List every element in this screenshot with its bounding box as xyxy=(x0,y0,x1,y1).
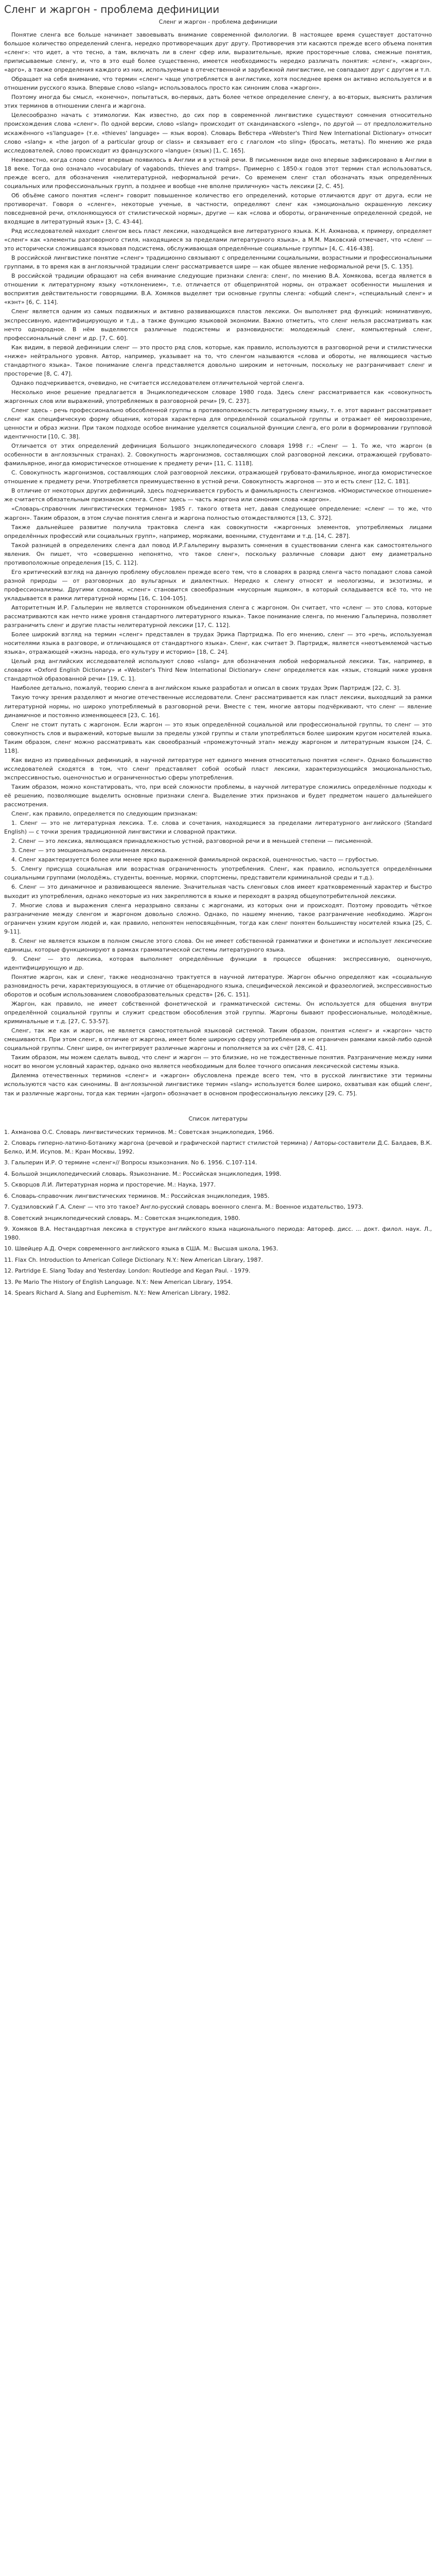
article-paragraph: Такую точку зрения разделяют и многие отечественные исследователи. Сленг рассматривается как пласт лексики, выходящий за рамки литературной нормы, но широко употребляемый в разговорной речи. Вместе с тем, многие авторы подчёркивают, что сленг — явление динамичное и постоянно изменяющееся [23, С. 16]. xyxy=(4,694,432,719)
article-paragraph: Такой разницей в определениях сленга дал повод И.Р.Гальперину выразить сомнения в существовании сленга как самостоятельного явления. Он пишет, что «совершенно непонятно, что такое сленг», поскольку различные словари дают ему диаметрально противоположные определения [15, С. 112]. xyxy=(4,541,432,566)
article-paragraph: Поэтому иногда бы смысл, «конечно», попытаться, во-первых, дать более четкое определение сленгу, а во-вторых, выяснить различия этих терминов в отношении сленга и жаргона. xyxy=(4,94,432,110)
reference-item: 10. Швейцер А.Д. Очерк современного английского языка в США. М.: Высшая школа, 1963. xyxy=(4,1245,278,1252)
reference-item: 14. Spears Richard A. Slang and Euphemism. N.Y.: New American Library, 1982. xyxy=(4,1290,231,1297)
article-paragraph: Целый ряд английских исследователей используют слово «slang» для обозначения любой неформальной лексики. Так, например, в словарях «Oxford English Dictionary» и «Webster's Third New International Dictionary» сленг определяется как «язык, стоящий ниже уровня стандартной образованной речи» [19, С. 1]. xyxy=(4,658,432,683)
article-paragraph: 5. Сленгу присуща социальная или возрастная ограниченность употребления. Сленг, как правило, используется определёнными социальными группами (молодёжь, студенты, военные, моряки, спортсмены, представители криминальной среды и т.д.). xyxy=(4,866,432,882)
references-list xyxy=(4,1128,432,1298)
article-paragraph: Авторитетным И.Р. Гальперин не является сторонником объединения сленга с жаргоном. Он считает, что «сленг — это слова, которые рассматриваются как нечто ниже уровня стандартного литературного языка». Такое понимание сленга, по мнению Гальперина, позволяет разграничить сленг и другие пласты нелитературной лексики [17, С. 112]. xyxy=(4,604,432,629)
article-paragraph: В российской традиции обращают на себя внимание следующие признаки сленга: сленг, по мнению В.А. Хомякова, всегда является в отношении к литературному языку «отклонением», т.е. отличается от общепринятой нормы, он отражает особенности мышления и восприятия действительности говорящими. В.А. Хомяков выделяет три основные группы сленга: «общий сленг», «специальный сленг» и «кэнт» [6, С. 114]. xyxy=(4,273,432,306)
article-paragraph: Неизвестно, когда слово сленг впервые появилось в Англии и в устной речи. В письменном виде оно впервые зафиксировано в Англии в 18 веке. Тогда оно означало «vocabulary of vagabonds, thieves and tramps». Примерно с 1850-х годов этот термин стал использоваться, прежде всего, для обозначения «нелитературной, неформальной речи». Со временем сленг стал обозначать язык определённых социальных или профессиональных групп, а позднее и вообще «не вполне приличную» часть лексики [2, С. 45]. xyxy=(4,156,432,190)
reference-item: 2. Словарь гиперно-латино-Ботанику жаргона (речевой и графической партист стилистой термина) / Авторы-составители Д.С. Балдаев, В.К. Белко, И.М. Исупов. М.: Кран Москвы, 1992. xyxy=(4,1140,432,1155)
reference-item: 11. Flax Ch. Introduction to American College Dictionary. N.Y.: New American Library, 1987. xyxy=(4,1256,263,1263)
article-paragraph: Отличается от этих определений дефиниция Большого энциклопедического словаря 1998 г.: «Сленг — 1. То же, что жаргон (в особенности в англоязычных странах). 2. Совокупность жаргонизмов, составляющих слой разговорной лексики, отражающей грубовато-фамильярное, иногда юмористическое отношение к предмету речи» [11, С. 1118]. xyxy=(4,443,432,467)
article-paragraph: «Словарь-справочник лингвистических терминов» 1985 г. такого ответа нет, давая следующее определение: «сленг — то же, что жаргон». Таким образом, в этом случае понятия сленга и жаргона полностью отождествляются [13, С. 372]. xyxy=(4,505,432,521)
article-paragraph: Сленг является одним из самых подвижных и активно развивающихся пластов лексики. Он выполняет ряд функций: номинативную, экспрессивную, идентифицирующую и т.д., а также функцию языковой экономии. Важно отметить, что сленг нельзя рассматривать как нечто однородное. В нём выделяются различные подсистемы и разновидности: молодежный сленг, компьютерный сленг, профессиональный сленг и др. [7, С. 60]. xyxy=(4,308,432,342)
article-paragraph: 9. Сленг — это лексика, которая выполняет определённые функции в процессе общения: экспрессивную, оценочную, идентифицирующую и др. xyxy=(4,955,432,971)
reference-item: 5. Скворцов Л.И. Литературная норма и просторечие. М.: Наука, 1977. xyxy=(4,1181,216,1189)
article-paragraph: Также дальнейшее развитие получила трактовка сленга как совокупности «жаргонных элементов, употребляемых лицами определённых профессий или социальных групп», например, моряками, военными, студентами и т.д. [14, С. 287]. xyxy=(4,523,432,539)
article-paragraph: 8. Сленг не является языком в полном смысле этого слова. Он не имеет собственной грамматики и фонетики и использует лексические единицы, которые функционируют в рамках грамматической системы литературного языка. xyxy=(4,937,432,953)
page-title: Сленг и жаргон - проблема дефиниции xyxy=(4,3,220,15)
article-body xyxy=(4,30,432,1098)
reference-item: 4. Большой энциклопедический словарь. Языкознание. М.: Российская энциклопедия, 1998. xyxy=(4,1170,282,1177)
references-title: Список литературы xyxy=(188,1115,248,1122)
article-paragraph: В российской лингвистике понятие «сленг» традиционно связывают с определенными социальными, возрастными и профессиональными группами, в то время как в англоязычной традиции сленг рассматривается шире — как общее явление неформальной речи [5, С. 135]. xyxy=(4,255,432,270)
article-paragraph: Сленг здесь - речь профессионально обособленной группы в противоположность литературному языку, т. е. этот вариант рассматривает сленг как специфическую форму общения, которая характерна для определённой социальной группы и отражает её мировоззрение, ценности и образ жизни. При таком подходе особое внимание уделяется социальной функции сленга, его роли в формировании групповой идентичности [10, С. 38]. xyxy=(4,406,432,440)
article-paragraph: 6. Сленг — это динамичное и развивающееся явление. Значительная часть сленговых слов имеет кратковременный характер и быстро выходит из употребления, однако некоторые из них закрепляются в языке и переходят в разряд общеупотребительной лексики. xyxy=(4,884,432,900)
article-subtitle: Сленг и жаргон - проблема дефиниции xyxy=(159,19,277,25)
article-paragraph: Однако подчеркивается, очевидно, не считается исследователем отличительной чертой сленга. xyxy=(11,379,305,386)
article-paragraph: Сленг, как правило, определяется по следующим признакам: xyxy=(11,810,198,818)
article-paragraph: Его критический взгляд на данную проблему обусловлен прежде всего тем, что в словарях в разряд сленга часто попадают слова самой разной природы — от разговорных до вульгарных и диалектных. Нередко к сленгу относят и неологизмы, и экзотизмы, и профессионализмы. Другими словами, «сленг» становится своеобразным «мусорным ящиком», в который складывается всё то, что не укладывается в рамки литературной нормы [16, C. 104-105]. xyxy=(4,568,432,602)
reference-item: 12. Partridge E. Slang Today and Yesterday. London: Routledge and Kegan Paul. - 1979. xyxy=(4,1267,251,1275)
article-paragraph: Таким образом, можно констатировать, что, при всей сложности проблемы, в научной литературе сложились определённые подходы к её решению, позволяющие выделить основные признаки сленга. Выделение этих признаков и будет предметом нашего дальнейшего рассмотрения. xyxy=(4,783,432,808)
article-paragraph: Дилемма отечественных терминов «сленг» и «жаргон» обусловлена прежде всего тем, что в русской лингвистике эти термины используются часто как синонимы. В англоязычной лингвистике термин «slang» используется более широко, охватывая как общий сленг, так и различные жаргоны, тогда как термин «jargon» обозначает в основном профессиональную лексику [29, С. 75]. xyxy=(4,1072,432,1097)
article-paragraph: С. Совокупность жаргонизмов, составляющих слой разговорной лексики, отражающей грубовато-фамильярное, иногда юмористическое отношение к предмету речи. Употребляется преимущественно в устной речи. Совокупность жаргонов — это и есть сленг [12, С. 181]. xyxy=(4,469,432,485)
article-paragraph: Целесообразно начать с этимологии. Как известно, до сих пор в современной лингвистике существуют сомнения относительно происхождения слова «сленг». По одной версии, слово «slang» происходит от скандинавского «sleng», по другой — от предположительно искажённого «s'language» (т.е. «thieves' language» — язык воров). Словарь Вебстера «Webster's Third New International Dictionary» относит слово «slang» к «the jargon of a particular group or class» и связывает его с глаголом «to sling» (бросать, метать). По мнению же ряда исследователей, слово происходит из французского «langue» (язык) [1, C. 165]. xyxy=(4,112,432,154)
article-paragraph: 1. Сленг — это не литературная лексика. Т.е. слова и сочетания, находящиеся за пределами литературного английского (Standard English) — с точки зрения традиционной лингвистики и словарной практики. xyxy=(4,820,432,836)
article-paragraph: 2. Сленг — это лексика, являющаяся принадлежностью устной, разговорной речи и в меньшей степени — письменной. xyxy=(11,838,373,845)
article-paragraph: Как видно из приведённых дефиниций, в научной литературе нет единого мнения относительно понятия «сленг». Однако большинство исследователей сходятся в том, что сленг представляет собой особый пласт лексики, характеризующийся эмоциональностью, экспрессивностью, оценочностью и ограниченностью сферы употребления. xyxy=(4,756,432,781)
article-paragraph: Несколько иное решение предлагается в Энциклопедическом словаре 1980 года. Здесь сленг рассматривается как «совокупность жаргонных слов или выражений, употребляемых в разговорной речи» [9, С. 237]. xyxy=(4,388,432,404)
article-paragraph: В отличие от некоторых других дефиниций, здесь подчеркивается грубость и фамильярность сленгизмов. «Юмористическое отношение» же считается обязательным признаком сленга. Сленг здесь — часть жаргона или синоним слова «жаргон». xyxy=(4,487,432,503)
article-paragraph: 4. Сленг характеризуется более или менее ярко выраженной фамильярной окраской, оценочностью, часто — грубостью. xyxy=(11,856,379,863)
article-paragraph: Об объёме самого понятия «сленг» говорит повышенное количество его определений, которые отличаются друг от друга, если не противоречат. Говоря о «сленге», некоторые ученые, в частности, определяют сленг как «эмоционально окрашенную лексику повседневной речи, отклоняющуюся от стилистической нормы», другие — как «слова и обороты, ограниченные определенной средой, не входящие в литературный язык» [3, С. 43-44]. xyxy=(4,192,432,225)
article-paragraph: Как видим, в первой дефиниции сленг — это просто ряд слов, которые, как правило, используются в разговорной речи и стилистически «ниже» нейтрального уровня. Автор, например, указывает на то, что сленгом называются «слова и обороты, не являющиеся частью стандартного языка». Такое понимание сленга представляется довольно широким и неточным, поскольку не разграничивает сленг и просторечие [8, С. 47]. xyxy=(4,344,432,377)
article-paragraph: Сленг, так же как и жаргон, не является самостоятельной языковой системой. Таким образом, понятия «сленг» и «жаргон» часто смешиваются. При этом сленг, в отличие от жаргона, имеет более широкую сферу употребления и не ограничен рамками какой-либо одной социальной группы. Сленг шире, он интегрирует различные жаргоны и пополняется за их счёт [28, С. 41]. xyxy=(4,1027,432,1052)
article-paragraph: Обращает на себя внимание, что термин «сленг» чаще употребляется в англистике, хотя последнее время он активно используется и в отношении русского языка. Впервые слово «slang» использовалось просто как синоним слова «жаргон». xyxy=(4,76,432,92)
reference-item: 13. Pe Mario The History of English Language. N.Y.: New American Library, 1954. xyxy=(4,1278,233,1285)
article-paragraph: Понятие сленга все больше начинает завоевывать внимание современной филологии. В настоящее время существует достаточно большое количество определений сленга, нередко противоречащих друг другу. Противоречия эти касаются прежде всего объема понятия «сленг»: что идет, а что тесно, а там, включать ли в сленг сфер или, выразительные, яркие просторечные слова, смежные понятия, приписываемые сленгу, и, что в это ещё более существенно, имеется необходимость нередко различать понятия: «сленг», «жаргон», «арго», а также определения каждого из них, используемые в отечественной и зарубежной лингвистике, не совпадают друг с другом и т.п. xyxy=(4,31,432,74)
reference-item: 3. Гальперин И.Р. О термине «сленг»// Вопросы языкознания. No 6. 1956. С.107-114. xyxy=(4,1159,257,1166)
reference-item: 9. Хомяков В.А. Нестандартная лексика в структуре английского языка национального периода: Автореф. дисс. ... докт. филол. наук. Л., 1980. xyxy=(4,1226,432,1241)
article-paragraph: Более широкий взгляд на термин «сленг» представлен в трудах Эрика Партриджа. По его мнению, сленг — это «речь, используемая носителями языка в разговоре, и отличающаяся от стандартного языка». Сленг, как считает Э. Партридж, является «неотъемлемой частью языка», отражающей «жизнь народа, его культуру и историю» [18, С. 24]. xyxy=(4,631,432,656)
article-paragraph: Наиболее детально, пожалуй, теорию сленга в английском языке разработал и описал в своих трудах Эрик Партридж [22, С. 3]. xyxy=(11,685,401,692)
article-paragraph: 7. Многие слова и выражения сленга неразрывно связаны с жаргонами, из которых они и происходят. Поэтому проводить чёткое разграничение между сленгом и жаргоном довольно сложно. Однако, по нашему мнению, такое разграничение необходимо. Жаргон ограничен узким кругом людей и, как правило, непонятен непосвящённым, тогда как сленг понятен большинству носителей языка [25, С. 9-11]. xyxy=(4,902,432,935)
reference-item: 8. Советский энциклопедический словарь. М.: Советская энциклопедия, 1980. xyxy=(4,1214,240,1222)
article-paragraph: 3. Сленг — это эмоционально окрашенная лексика. xyxy=(11,847,167,854)
article-paragraph: Сленг не стоит путать с жаргоном. Если жаргон — это язык определённой социальной или профессиональной группы, то сленг — это совокупность слов и выражений, которые вышли за пределы узкой группы и стали употребляться более широким кругом носителей языка. Таким образом, сленг можно рассматривать как своеобразный «промежуточный этап» между жаргоном и литературным языком [24, С. 118]. xyxy=(4,721,432,754)
article-paragraph: Понятие жаргон, как и сленг, также неоднозначно трактуется в научной литературе. Жаргон обычно определяют как «социальную разновидность речи, характеризующуюся, в отличие от общенародного языка, специфической лексикой и фразеологией, экспрессивностью оборотов и особым использованием словообразовательных средств» [26, С. 151]. xyxy=(4,973,432,998)
reference-item: 6. Словарь-справочник лингвистических терминов. М.: Российская энциклопедия, 1985. xyxy=(4,1192,270,1199)
reference-item: 1. Ахманова О.С. Словарь лингвистических терминов. М.: Советская энциклопедия, 1966. xyxy=(4,1128,274,1136)
article-paragraph: Жаргон, как правило, не имеет собственной фонетической и грамматической системы. Он используется для общения внутри определённой социальной группы и служит средством обособления этой группы. Жаргоны бывают профессиональные, молодёжные, криминальные и т.д. [27, С. 53-57]. xyxy=(4,1001,432,1025)
article-paragraph: Таким образом, мы можем сделать вывод, что сленг и жаргон — это близкие, но не тождественные понятия. Разграничение между ними носит во многом условный характер, однако оно является необходимым для более точного описания лексической системы языка. xyxy=(4,1054,432,1070)
article-paragraph: Ряд исследователей находит сленгом весь пласт лексики, находящейся вне литературного языка. К.Н. Ахманова, к примеру, определяет «сленг» как «элементы разговорного стиля, находящиеся за пределами литературного языка», а М.М. Маковский отмечает, что «сленг — это исторически сложившаяся языковая подсистема, обслуживающая определённые социальные группы» [4, С. 416-438]. xyxy=(4,228,432,252)
reference-item: 7. Судзиловский Г.А. Сленг — что это такое? Англо-русский словарь военного сленга. М.: Военное издательство, 1973. xyxy=(4,1204,363,1211)
